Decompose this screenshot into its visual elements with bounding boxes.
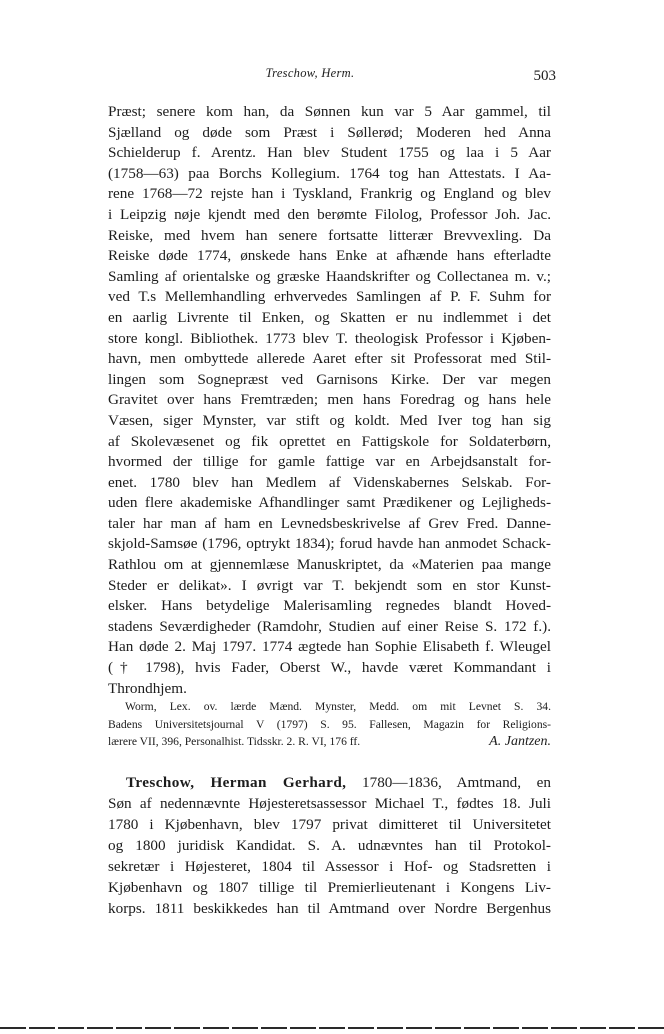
text-line: korps. 1811 beskikkedes han til Amtmand over Nordre Bergenhus	[108, 900, 551, 917]
page-number: 503	[533, 68, 556, 84]
text-line: Kjøbenhavn og 1807 tillige til Premierlieutenant i Kongens Liv-	[108, 879, 551, 896]
text-line: af Skolevæsenet og fik oprettet en Fattigskole for Soldaterbørn,	[108, 432, 551, 450]
text-line: Samling af orientalske og græske Haandskrifter og Collectanea m. v.;	[108, 267, 551, 285]
scan-edge-line	[0, 1027, 664, 1029]
text-line: (1758—63) paa Borchs Kollegium. 1764 tog han Attestats. I Aa-	[108, 164, 551, 182]
text-line: store kongl. Bibliothek. 1773 blev T. theologisk Professor i Kjøben-	[108, 329, 551, 347]
text-line: elsker. Hans betydelige Malerisamling regnedes blandt Hoved-	[108, 597, 551, 615]
article-author: A. Jantzen.	[489, 734, 551, 749]
text-line: lingen som Sognepræst ved Garnisons Kirke. Der var megen	[108, 370, 551, 388]
text-line: Rathlou om at gjennemlæse Manuskriptet, da «Materien paa mange	[108, 556, 551, 574]
text-line: Væsen, siger Mynster, var stift og koldt. Med Iver tog han sig	[108, 411, 551, 429]
text-line: taler har man af ham en Levnedsbeskrivelse af Grev Fred. Danne-	[108, 514, 551, 532]
text-line: Reiske døde 1774, ønskede hans Enke at afhænde hans efterladte	[108, 247, 551, 265]
references	[108, 698, 551, 751]
text-line: Steder er delikat». I øvrigt var T. bekjendt som en stor Kunst-	[108, 576, 551, 594]
text-line: stadens Seværdigheder (Ramdohr, Studien auf einer Reise S. 172 f.).	[108, 617, 551, 635]
text-line: og 1800 juridisk Kandidat. S. A. udnævntes han til Protokol-	[108, 837, 551, 854]
main-text-body	[108, 102, 551, 699]
text-line: ved T.s Mellemhandling erhvervedes Samlingen af P. F. Suhm for	[108, 288, 551, 306]
text-line: en aarlig Livrente til Enken, og Skatten er nu indlemmet i det	[108, 308, 551, 326]
text-line: uden flere akademiske Afhandlinger samt Prædikener og Lejligheds-	[108, 494, 551, 512]
text-line: Throndhjem.	[108, 679, 187, 697]
text-line: skjold-Samsøe (1796, optrykt 1834); forud havde han anmodet Schack-	[108, 535, 551, 553]
text-line: Han døde 2. Maj 1797. 1774 ægtede han Sophie Elisabeth f. Wleugel	[108, 638, 551, 656]
text-line: Schielderup f. Arentz. Han blev Student 1755 og laa i 5 Aar	[108, 144, 551, 162]
text-line: Reiske, med hvem han senere fortsatte litterær Brevvexling. Da	[108, 226, 551, 244]
entry-treschow-herman-gerhard	[108, 772, 551, 919]
entry-headword: Treschow, Herman Gerhard,	[126, 774, 347, 791]
reference-line-last	[108, 733, 551, 751]
text-line: sekretær i Højesteret, 1804 til Assessor i Hof- og Stadsretten i	[108, 858, 551, 875]
text-line: 1780 i Kjøbenhavn, blev 1797 privat dimitteret til Universitetet	[108, 816, 551, 833]
running-title: Treschow, Herm.	[265, 66, 355, 80]
reference-text: lærere VII, 396, Personalhist. Tidsskr. 2. R. VI, 176 ff.	[108, 735, 361, 748]
text-line: († 1798), hvis Fader, Oberst W., havde været Kommandant i	[108, 659, 551, 677]
text-line: havn, men ombyttede allerede Aaret efter sit Professorat med Stil-	[108, 350, 551, 368]
entry-first-line	[108, 772, 551, 793]
text-line: Gravitet over hans Fremtræden; men hans Foredrag og hans hele	[108, 391, 551, 409]
entry-first-line-text: 1780—1836, Amtmand, en	[362, 774, 552, 791]
text-line: rene 1768—72 rejste han i Tyskland, Frankrig og England og blev	[108, 185, 551, 203]
text-line: enet. 1780 blev han Medlem af Videnskabernes Selskab. For-	[108, 473, 551, 491]
text-line: Præst; senere kom han, da Sønnen kun var 5 Aar gammel, til	[108, 103, 551, 120]
reference-line: Badens Universitetsjournal V (1797) S. 95. Fallesen, Magazin for Religions-	[108, 717, 551, 731]
reference-line: Worm, Lex. ov. lærde Mænd. Mynster, Medd. om mit Levnet S. 34.	[125, 700, 551, 713]
text-line: i Leipzig nøje kjendt med den berømte Filolog, Professor Joh. Jac.	[108, 205, 551, 223]
text-line: Sjælland og døde som Præst i Søllerød; Moderen hed Anna	[108, 123, 551, 141]
text-line: Søn af nedennævnte Højesteretsassessor Michael T., fødtes 18. Juli	[108, 795, 551, 812]
text-line: hvormed der tillige for gamle fattige var en Arbejdsanstalt for-	[108, 453, 551, 471]
